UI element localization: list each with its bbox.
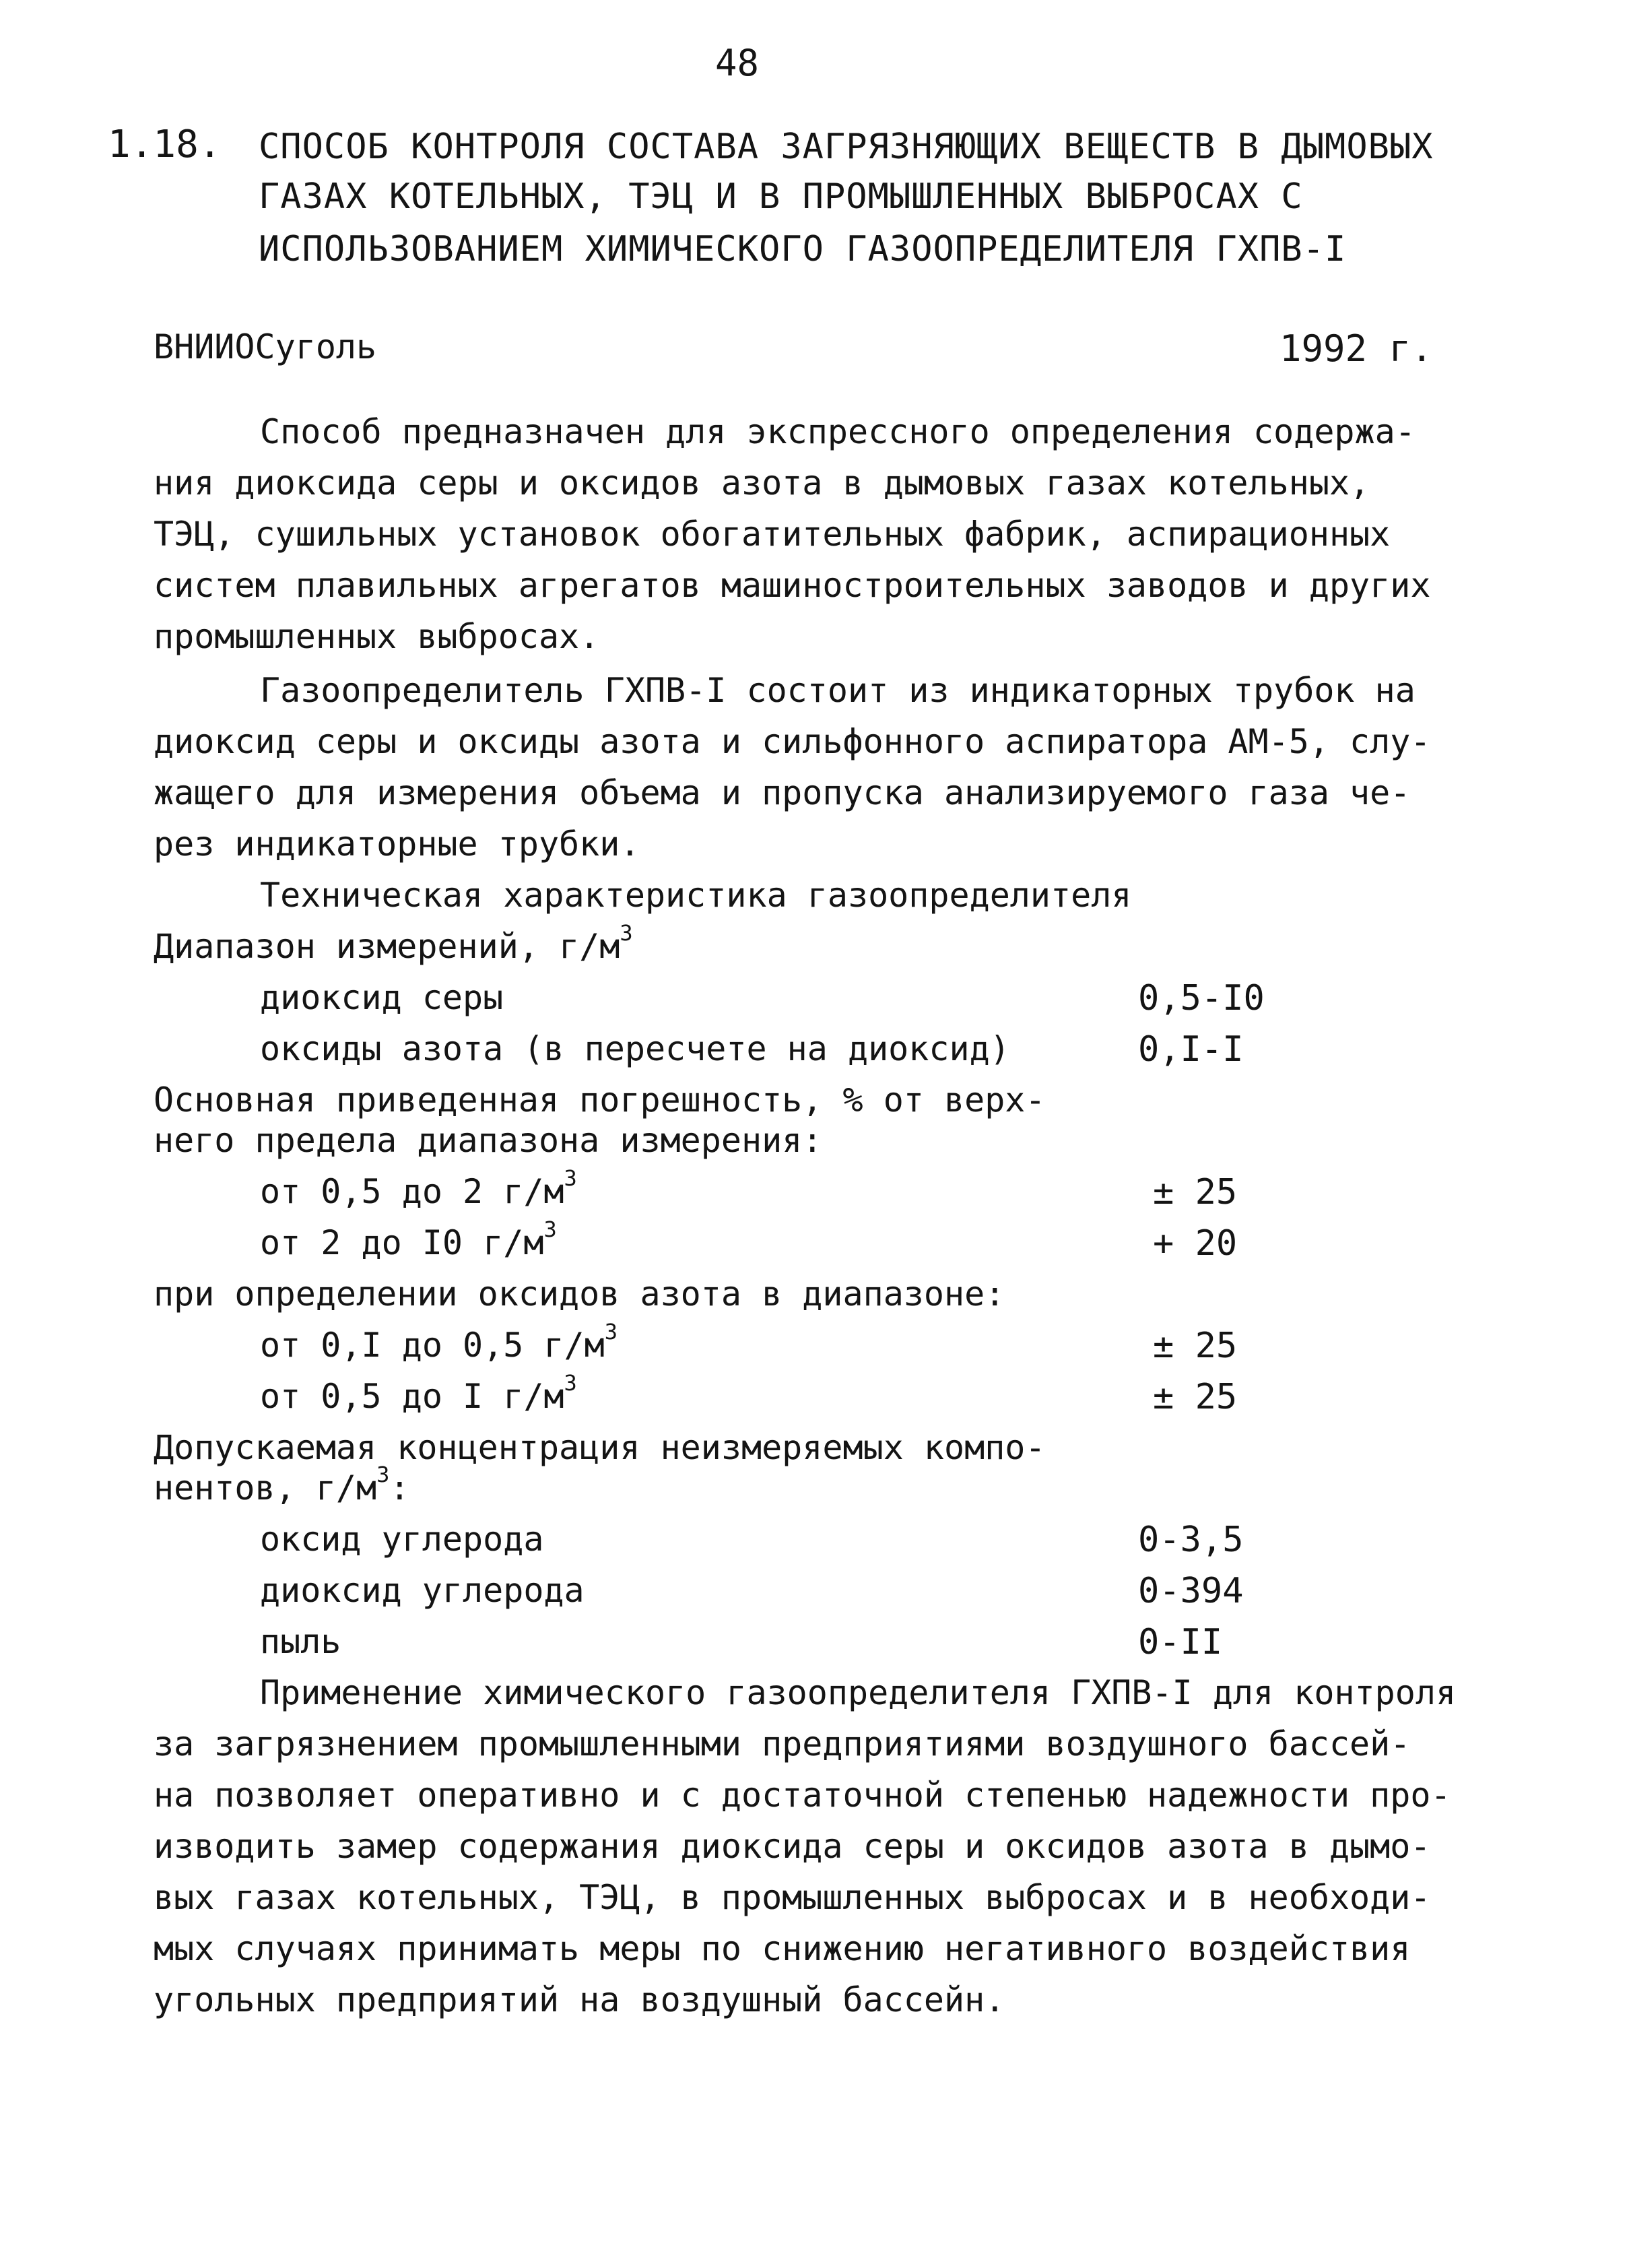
spec-allowed-row-value: 0-394 [1138, 1571, 1244, 1611]
paragraph-2-line-3: жащего для измерения объема и пропуска анализируемого газа че- [154, 773, 1411, 812]
spec-error-label-1: Основная приведенная погрешность, % от верх- [154, 1080, 1046, 1120]
paragraph-1-line-4: систем плавильных агрегатов машиностроительных заводов и других [154, 566, 1431, 605]
paragraph-2-line-2: диоксид серы и оксиды азота и сильфонного аспиратора АМ-5, слу- [154, 722, 1431, 761]
spec-nox-label: при определении оксидов азота в диапазоне: [154, 1274, 1005, 1314]
paragraph-3-line-4: изводить замер содержания диоксида серы и оксидов азота в дымо- [154, 1827, 1431, 1866]
spec-heading: Техническая характеристика газоопределителя [260, 876, 1132, 915]
section-title-line-1: СПОСОБ КОНТРОЛЯ СОСТАВА ЗАГРЯЗНЯЮЩИХ ВЕЩЕСТВ В ДЫМОВЫХ [259, 127, 1434, 167]
spec-error-label-2: него предела диапазона измерения: [154, 1121, 823, 1160]
paragraph-3-line-2: за загрязнением промышленными предприятиями воздушного бассей- [154, 1724, 1411, 1763]
paragraph-2-line-4: рез индикаторные трубки. [154, 824, 640, 864]
spec-nox-row-value: ± 25 [1153, 1377, 1238, 1417]
spec-allowed-row-label: диоксид углерода [260, 1571, 585, 1610]
page-number: 48 [715, 42, 760, 84]
paragraph-3-line-7: угольных предприятий на воздушный бассейн. [154, 1980, 1005, 2019]
spec-allowed-row-value: 0-3,5 [1138, 1520, 1244, 1560]
year: 1992 г. [1279, 327, 1433, 370]
paragraph-3-line-1: Применение химического газоопределителя ГХПВ-I для контроля [260, 1673, 1457, 1712]
spec-range-row-value: 0,I-I [1138, 1029, 1244, 1070]
spec-range-row-label: диоксид серы [260, 978, 504, 1017]
section-title-line-2: ГАЗАХ КОТЕЛЬНЫХ, ТЭЦ И В ПРОМЫШЛЕННЫХ ВЫБРОСАХ С [259, 176, 1303, 217]
spec-range-label: Диапазон измерений, $г/м^3$ [154, 920, 633, 966]
spec-allowed-row-label: оксид углерода [260, 1520, 544, 1559]
spec-range-row-label: оксиды азота (в пересчете на диоксид) [260, 1029, 1010, 1068]
paragraph-1-line-1: Способ предназначен для экспрессного определения содержа- [260, 412, 1416, 451]
spec-allowed-label-1: Допускаемая концентрация неизмеряемых компо- [154, 1428, 1046, 1467]
spec-range-row-value: 0,5-I0 [1138, 978, 1265, 1018]
paragraph-1-line-2: ния диоксида серы и оксидов азота в дымовых газах котельных, [154, 463, 1370, 503]
paragraph-3-line-5: вых газах котельных, ТЭЦ, в промышленных выбросах и в необходи- [154, 1878, 1431, 1917]
paragraph-1-line-5: промышленных выбросах. [154, 617, 600, 656]
spec-error-row-value: + 20 [1153, 1223, 1238, 1264]
section-number: 1.18. [108, 123, 222, 166]
spec-error-row-label: от 0,5 до 2 $г/м^3$ [260, 1165, 577, 1211]
paragraph-3-line-6: мых случаях принимать меры по снижению негативного воздействия [154, 1929, 1411, 1968]
spec-error-row-label: от 2 до I0 $г/м^3$ [260, 1217, 557, 1262]
spec-nox-row-label: от 0,5 до I $г/м^3$ [260, 1370, 577, 1416]
organization: ВНИИОСуголь [154, 327, 377, 366]
spec-nox-row-label: от 0,I до 0,5 $г/м^3$ [260, 1319, 618, 1365]
spec-allowed-label-2: нентов, $г/м^3$: [154, 1462, 410, 1508]
paragraph-1-line-3: ТЭЦ, сушильных установок обогатительных фабрик, аспирационных [154, 515, 1391, 554]
paragraph-3-line-3: на позволяет оперативно и с достаточной степенью надежности про- [154, 1776, 1451, 1815]
spec-nox-row-value: ± 25 [1153, 1326, 1238, 1366]
spec-allowed-row-value: 0-II [1138, 1622, 1223, 1662]
paragraph-2-line-1: Газоопределитель ГХПВ-I состоит из индикаторных трубок на [260, 671, 1416, 710]
spec-allowed-row-label: пыль [260, 1622, 341, 1661]
section-title-line-3: ИСПОЛЬЗОВАНИЕМ ХИМИЧЕСКОГО ГАЗООПРЕДЕЛИТЕЛЯ ГХПВ-I [259, 229, 1347, 269]
spec-error-row-value: ± 25 [1153, 1172, 1238, 1212]
